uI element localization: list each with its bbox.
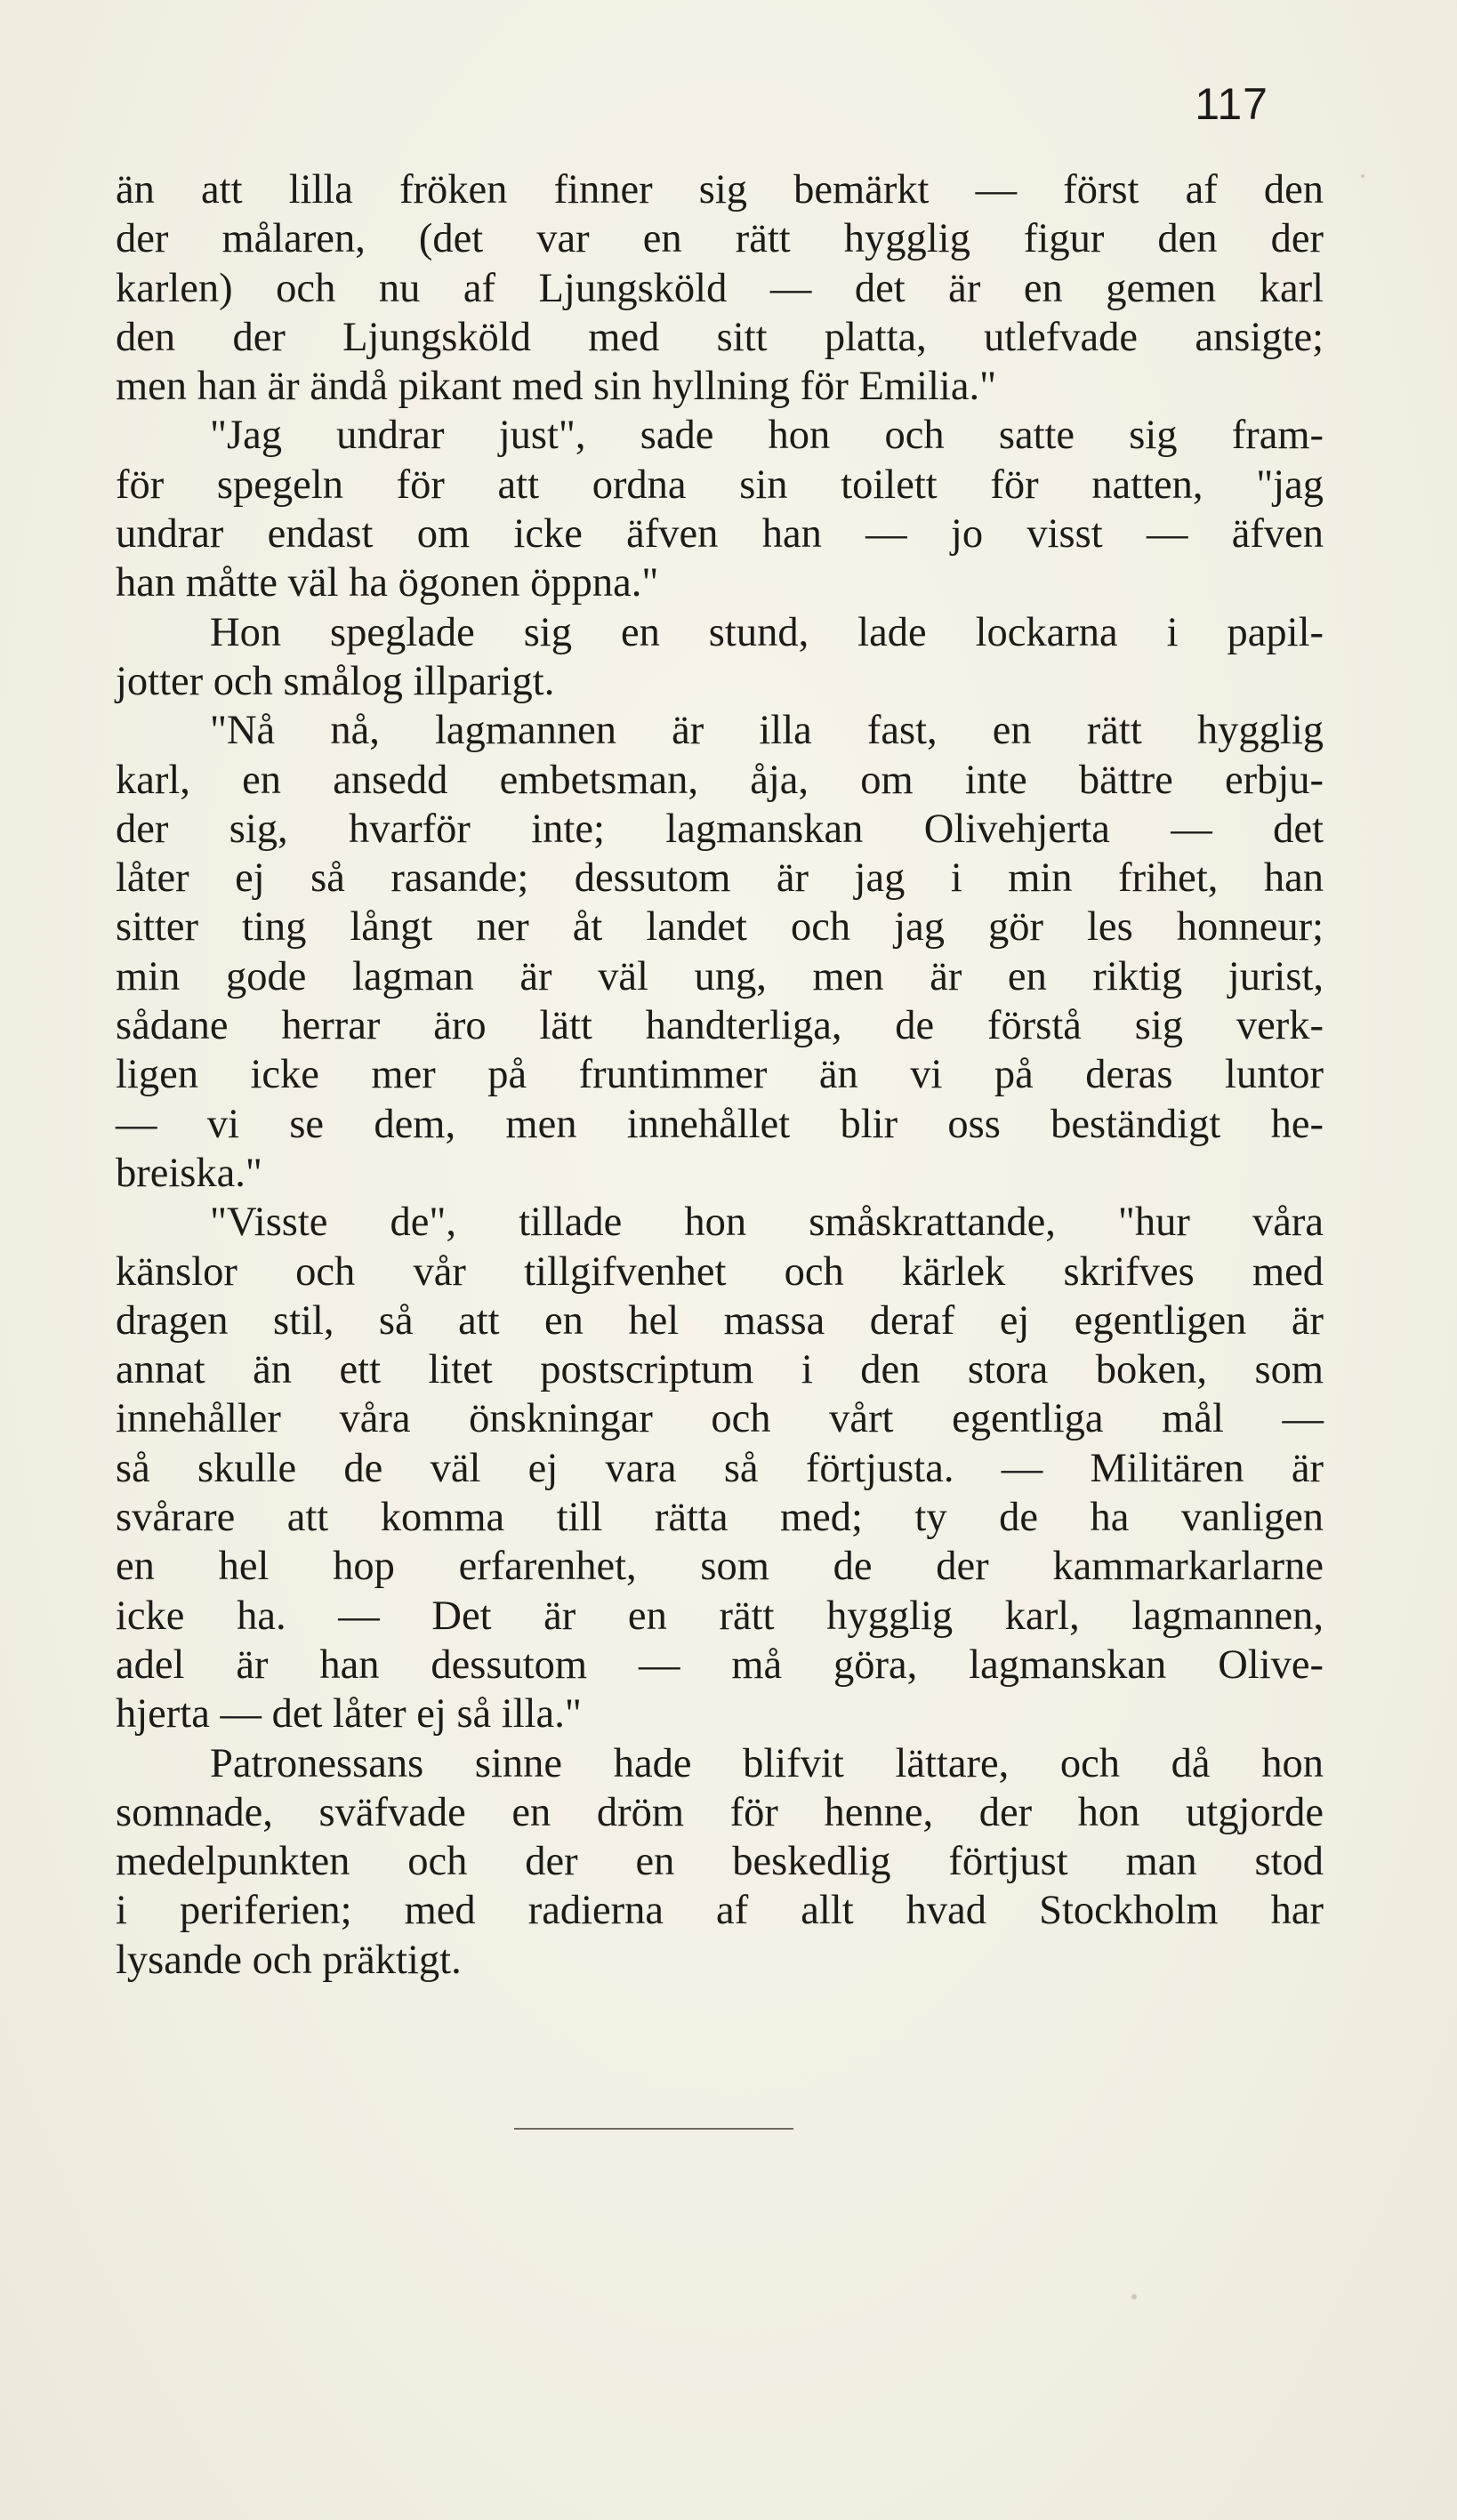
text-line: känslor och vår tillgifvenhet och kärlek skrifves med (116, 1248, 1324, 1295)
text-line: låter ej så rasande; dessutom är jag i min frihet, han (116, 855, 1324, 902)
text-line: men han är ändå pikant med sin hyllning för Emilia." (116, 364, 997, 410)
text-line: en hel hop erfarenhet, som de der kammarkarlarne (116, 1544, 1324, 1590)
text-line: medelpunkten och der en beskedlig förtjust man stod (116, 1839, 1324, 1885)
text-line: sitter ting långt ner åt landet och jag gör les honneur; (116, 904, 1324, 951)
paper-speck (1361, 174, 1364, 178)
text-line: annat än ett litet postscriptum i den stora boken, som (116, 1347, 1324, 1393)
text-line: der sig, hvarför inte; lagmanskan Olivehjerta — det (116, 806, 1324, 852)
body-text (116, 165, 1324, 1985)
paper-speck (1131, 2294, 1137, 2299)
text-line: somnade, sväfvade en dröm för henne, der hon utgjorde (116, 1789, 1324, 1835)
text-line: i periferien; med radierna af allt hvad Stockholm har (116, 1888, 1324, 1934)
text-line: karl, en ansedd embetsman, åja, om inte bättre erbju- (116, 757, 1324, 803)
text-line: jotter och smålog illparigt. (116, 658, 555, 704)
text-line: Patronessans sinne hade blifvit lättare, och då hon (210, 1740, 1324, 1786)
text-line: "Jag undrar just", sade hon och satte sig fram- (210, 413, 1324, 459)
text-line: "Visste de", tillade hon småskrattande, "hur våra (210, 1200, 1324, 1246)
bottom-rule (514, 2128, 793, 2130)
text-line: den der Ljungsköld med sitt platta, utlefvade ansigte; (116, 314, 1324, 360)
text-line: der målaren, (det var en rätt hygglig figur den der (116, 216, 1324, 262)
page-number: 117 (1195, 79, 1268, 129)
text-line: han måtte väl ha ögonen öppna." (116, 560, 659, 606)
text-line: karlen) och nu af Ljungsköld — det är en gemen karl (116, 265, 1324, 311)
text-line: Hon speglade sig en stund, lade lockarna i papil- (210, 609, 1324, 655)
text-line: svårare att komma till rätta med; ty de ha vanligen (116, 1495, 1324, 1541)
text-line: min gode lagman är väl ung, men är en riktig jurist, (116, 953, 1324, 999)
text-line: undrar endast om icke äfven han — jo visst — äfven (116, 511, 1324, 558)
text-line: breiska." (116, 1150, 262, 1196)
text-line: lysande och präktigt. (116, 1937, 462, 1983)
text-line: sådane herrar äro lätt handterliga, de förstå sig verk- (116, 1003, 1324, 1049)
text-line: "Nå nå, lagmannen är illa fast, en rätt hygglig (210, 708, 1324, 754)
text-line: adel är han dessutom — må göra, lagmanskan Olive- (116, 1641, 1324, 1688)
text-line: dragen stil, så att en hel massa deraf ej egentligen är (116, 1297, 1324, 1344)
text-line: så skulle de väl ej vara så förtjusta. — Militären är (116, 1445, 1324, 1491)
text-line: ligen icke mer på fruntimmer än vi på deras luntor (116, 1052, 1324, 1098)
text-line: hjerta — det låter ej så illa." (116, 1691, 582, 1738)
text-line: — vi se dem, men innehållet blir oss beständigt he- (116, 1101, 1324, 1147)
text-line: än att lilla fröken finner sig bemärkt — först af den (116, 167, 1324, 213)
text-line: innehåller våra önskningar och vårt egentliga mål — (116, 1396, 1324, 1442)
text-line: för spegeln för att ordna sin toilett för natten, "jag (116, 461, 1324, 508)
text-line: icke ha. — Det är en rätt hygglig karl, lagmannen, (116, 1593, 1324, 1639)
